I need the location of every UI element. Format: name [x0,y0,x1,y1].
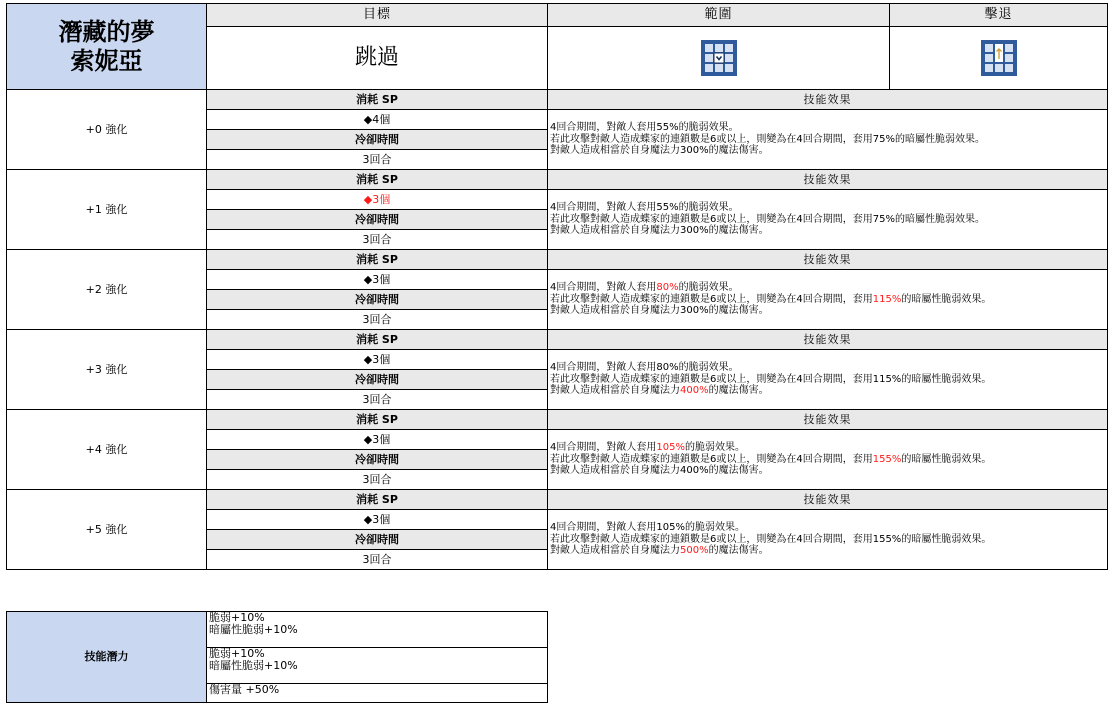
effect-segment: 若此攻擊對敵人造成蝶家的連鎖數是6或以上，則變為在4回合期間，套用 [550,453,873,465]
effect-highlight: 115% [872,293,902,305]
range-cell [548,27,890,90]
sp-cost-label: 消耗 SP [207,250,548,270]
cooldown-value: 3回合 [207,470,548,490]
cooldown-value: 3回合 [207,550,548,570]
effect-segment: 的魔法傷害。 [708,385,769,397]
level-label: +1 強化 [7,170,207,250]
sp-cost-value: ◆3個 [207,270,548,290]
cooldown-value: 3回合 [207,390,548,410]
effect-line [550,442,1107,454]
effect-label: 技能效果 [548,490,1108,510]
effect-segment: 4回合期間，對敵人套用80%的脆弱效果。 [550,362,739,374]
level-label: +5 強化 [7,490,207,570]
cooldown-value: 3回合 [207,310,548,330]
potential-row-1-line-2: 暗屬性脆弱+10% [209,623,298,636]
effect-segment: 4回合期間，對敵人套用 [550,442,657,454]
effect-line [550,134,1107,146]
sp-cost-label: 消耗 SP [207,410,548,430]
effect-label: 技能效果 [548,170,1108,190]
potential-row-2-line-1: 脆弱+10% [209,647,265,660]
effect-segment: 對敵人造成相當於自身魔法力300%的魔法傷害。 [550,305,769,317]
effect-highlight: 500% [680,545,709,557]
effect-highlight: 155% [872,453,902,465]
effect-segment: 4回合期間，對敵人套用 [550,282,657,294]
effect-line [550,534,1107,546]
skill-name-line2: 索妮亞 [70,46,143,75]
sp-cost-label: 消耗 SP [207,330,548,350]
potential-row-2-line-2: 暗屬性脆弱+10% [209,659,298,672]
effect-segment: 對敵人造成相當於自身魔法力 [550,385,680,397]
effect-line [550,145,1107,157]
range-grid-icon [701,40,737,76]
cooldown-label: 冷卻時間 [207,210,548,230]
potential-row-3 [207,684,548,703]
effect-highlight: 80% [656,282,679,294]
effect-line [550,465,1107,477]
effect-line [550,122,1107,134]
sp-cost-value: ◆3個 [207,510,548,530]
sp-cost-label: 消耗 SP [207,170,548,190]
potential-row-1-line-1: 脆弱+10% [209,611,265,624]
cooldown-label: 冷卻時間 [207,370,548,390]
level-label: +3 強化 [7,330,207,410]
effect-label: 技能效果 [548,250,1108,270]
potential-row-3-line-1: 傷害量 +50% [209,683,280,696]
skill-table [6,3,1108,570]
skill-potential-table [6,611,548,703]
sp-cost-value: ◆3個 [207,430,548,450]
effect-line [550,282,1107,294]
knockback-header: 擊退 [890,4,1108,27]
sp-cost-value: ◆4個 [207,110,548,130]
potential-label: 技能潛力 [7,612,207,703]
effect-segment: 4回合期間，對敵人套用55%的脆弱效果。 [550,202,739,214]
effect-segment: 的暗屬性脆弱效果。 [901,453,992,465]
effect-segment: 對敵人造成相當於自身魔法力300%的魔法傷害。 [550,145,769,157]
effect-line [550,362,1107,374]
sp-cost-label: 消耗 SP [207,490,548,510]
effect-line [550,374,1107,386]
effect-label: 技能效果 [548,90,1108,110]
effect-label: 技能效果 [548,330,1108,350]
effect-line [550,522,1107,534]
effect-line [550,225,1107,237]
effect-line [550,385,1107,397]
effect-line [550,545,1107,557]
effect-segment: 4回合期間，對敵人套用105%的脆弱效果。 [550,522,745,534]
effect-segment: 若此攻擊對敵人造成蝶家的連鎖數是6或以上，則變為在4回合期間，套用75%的暗屬性脆弱效果。 [550,213,985,225]
target-value: 跳過 [207,27,548,90]
skill-effect-text [548,510,1108,570]
effect-highlight: 105% [656,442,685,454]
sp-cost-value: ◆3個 [207,350,548,370]
range-header: 範圍 [548,4,890,27]
potential-row-2 [207,648,548,684]
effect-segment: 的脆弱效果。 [678,282,739,294]
effect-segment: 的魔法傷害。 [708,545,769,557]
potential-row-1 [207,612,548,648]
skill-effect-text [548,190,1108,250]
skill-effect-text [548,430,1108,490]
effect-line [550,202,1107,214]
effect-segment: 若此攻擊對敵人造成蝶家的連鎖數是6或以上，則變為在4回合期間，套用75%的暗屬性脆弱效果。 [550,133,985,145]
sp-cost-value: ◆3個 [207,190,548,210]
effect-segment: 對敵人造成相當於自身魔法力 [550,545,680,557]
effect-segment: 的脆弱效果。 [684,442,745,454]
level-label: +2 強化 [7,250,207,330]
level-label: +4 強化 [7,410,207,490]
cooldown-label: 冷卻時間 [207,450,548,470]
skill-name [7,4,207,90]
effect-highlight: 400% [680,385,709,397]
effect-line [550,294,1107,306]
level-label: +0 強化 [7,90,207,170]
knockback-cell [890,27,1108,90]
effect-label: 技能效果 [548,410,1108,430]
cooldown-value: 3回合 [207,150,548,170]
skill-effect-text [548,270,1108,330]
effect-segment: 4回合期間，對敵人套用55%的脆弱效果。 [550,122,739,134]
cooldown-label: 冷卻時間 [207,130,548,150]
cooldown-value: 3回合 [207,230,548,250]
effect-segment: 若此攻擊對敵人造成蝶家的連鎖數是6或以上，則變為在4回合期間，套用155%的暗屬性脆弱效果。 [550,533,992,545]
effect-segment: 對敵人造成相當於自身魔法力400%的魔法傷害。 [550,465,769,477]
skill-effect-text [548,350,1108,410]
skill-effect-text [548,110,1108,170]
target-header: 目標 [207,4,548,27]
effect-segment: 的暗屬性脆弱效果。 [901,293,992,305]
effect-segment: 若此攻擊對敵人造成蝶家的連鎖數是6或以上，則變為在4回合期間，套用115%的暗屬性脆弱效果。 [550,373,992,385]
effect-line [550,454,1107,466]
skill-name-line1: 潛藏的夢 [58,17,155,46]
knockback-grid-icon [981,40,1017,76]
effect-line [550,305,1107,317]
effect-line [550,214,1107,226]
sp-cost-label: 消耗 SP [207,90,548,110]
cooldown-label: 冷卻時間 [207,290,548,310]
effect-segment: 若此攻擊對敵人造成蝶家的連鎖數是6或以上，則變為在4回合期間，套用 [550,293,873,305]
cooldown-label: 冷卻時間 [207,530,548,550]
effect-segment: 對敵人造成相當於自身魔法力300%的魔法傷害。 [550,225,769,237]
